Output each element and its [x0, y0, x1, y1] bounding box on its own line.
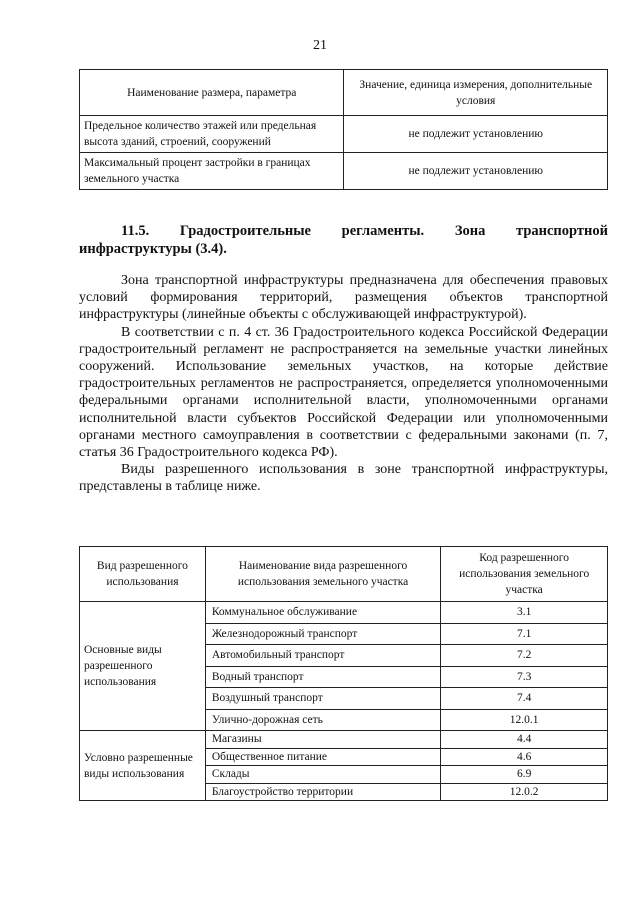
use-name: Улично-дорожная сеть [205, 709, 440, 731]
paragraph: В соответствии с п. 4 ст. 36 Градостроительного кодекса Российской Федерации градостроительный регламент не распространяется на земельные участки линейных сооружений. Использование земельных участков, на которые действие градостроительных регламентов не распространяется, определяется уполномоченными федеральными органами исполнительной власти, уполномоченными органами исполнительной власти субъектов Российской Федерации или уполномоченными органами местного самоуправления в соответствии с федеральными законами (п. 7, статья 36 Градостроительного кодекса РФ). [79, 324, 608, 461]
use-code: 12.0.2 [441, 783, 608, 801]
parameter-name: Предельное количество этажей или предельная высота зданий, строений, сооружений [80, 116, 344, 153]
use-code: 7.2 [441, 645, 608, 667]
main-uses-group: Основные виды разрешенного использования [80, 602, 206, 731]
section-title-word: регламенты. [341, 223, 425, 239]
table-row [80, 602, 608, 624]
use-code: 6.9 [441, 766, 608, 784]
section-title-line2: инфраструктуры (3.4). [79, 241, 227, 257]
use-code: 7.1 [441, 623, 608, 645]
use-name: Автомобильный транспорт [205, 645, 440, 667]
section-heading [79, 222, 608, 258]
header-use-type: Вид разрешенного использования [80, 547, 206, 602]
header-use-code: Код разрешенного использования земельного участка [441, 547, 608, 602]
use-name: Магазины [205, 731, 440, 749]
paragraph: Виды разрешенного использования в зоне транспортной инфраструктуры, представлены в таблице ниже. [79, 462, 608, 495]
parameters-table [79, 69, 608, 190]
paragraph: Зона транспортной инфраструктуры предназначена для обеспечения правовых условий формирования территорий, размещения объектов транспортной инфраструктуры (линейные объекты с обслуживающей инфраструктурой). [79, 273, 608, 323]
parameter-value: не подлежит установлению [344, 153, 608, 190]
parameters-table-header [80, 70, 608, 116]
use-code: 3.1 [441, 602, 608, 624]
parameter-name: Максимальный процент застройки в границах земельного участка [80, 153, 344, 190]
table-row [80, 153, 608, 190]
use-name: Железнодорожный транспорт [205, 623, 440, 645]
use-name: Склады [205, 766, 440, 784]
section-number: 11.5. [121, 223, 150, 239]
use-name: Благоустройство территории [205, 783, 440, 801]
section-title-word: Зона [454, 223, 486, 239]
body-text [79, 272, 608, 496]
use-name: Воздушный транспорт [205, 688, 440, 710]
page-number: 21 [313, 38, 327, 53]
use-name: Коммунальное обслуживание [205, 602, 440, 624]
parameter-value: не подлежит установлению [344, 116, 608, 153]
table-row [80, 731, 608, 749]
header-parameter-value: Значение, единица измерения, дополнительные условия [344, 70, 608, 116]
section-title-word: транспортной [516, 223, 608, 239]
use-code: 7.3 [441, 666, 608, 688]
permitted-uses-table-header [80, 547, 608, 602]
permitted-uses-table [79, 546, 608, 801]
use-code: 4.4 [441, 731, 608, 749]
header-use-name: Наименование вида разрешенного использования земельного участка [205, 547, 440, 602]
use-name: Общественное питание [205, 748, 440, 766]
header-parameter-name: Наименование размера, параметра [80, 70, 344, 116]
use-name: Водный транспорт [205, 666, 440, 688]
use-code: 4.6 [441, 748, 608, 766]
use-code: 7.4 [441, 688, 608, 710]
conditional-uses-group: Условно разрешенные виды использования [80, 731, 206, 801]
section-title-word: Градостроительные [179, 223, 311, 239]
table-row [80, 116, 608, 153]
use-code: 12.0.1 [441, 709, 608, 731]
